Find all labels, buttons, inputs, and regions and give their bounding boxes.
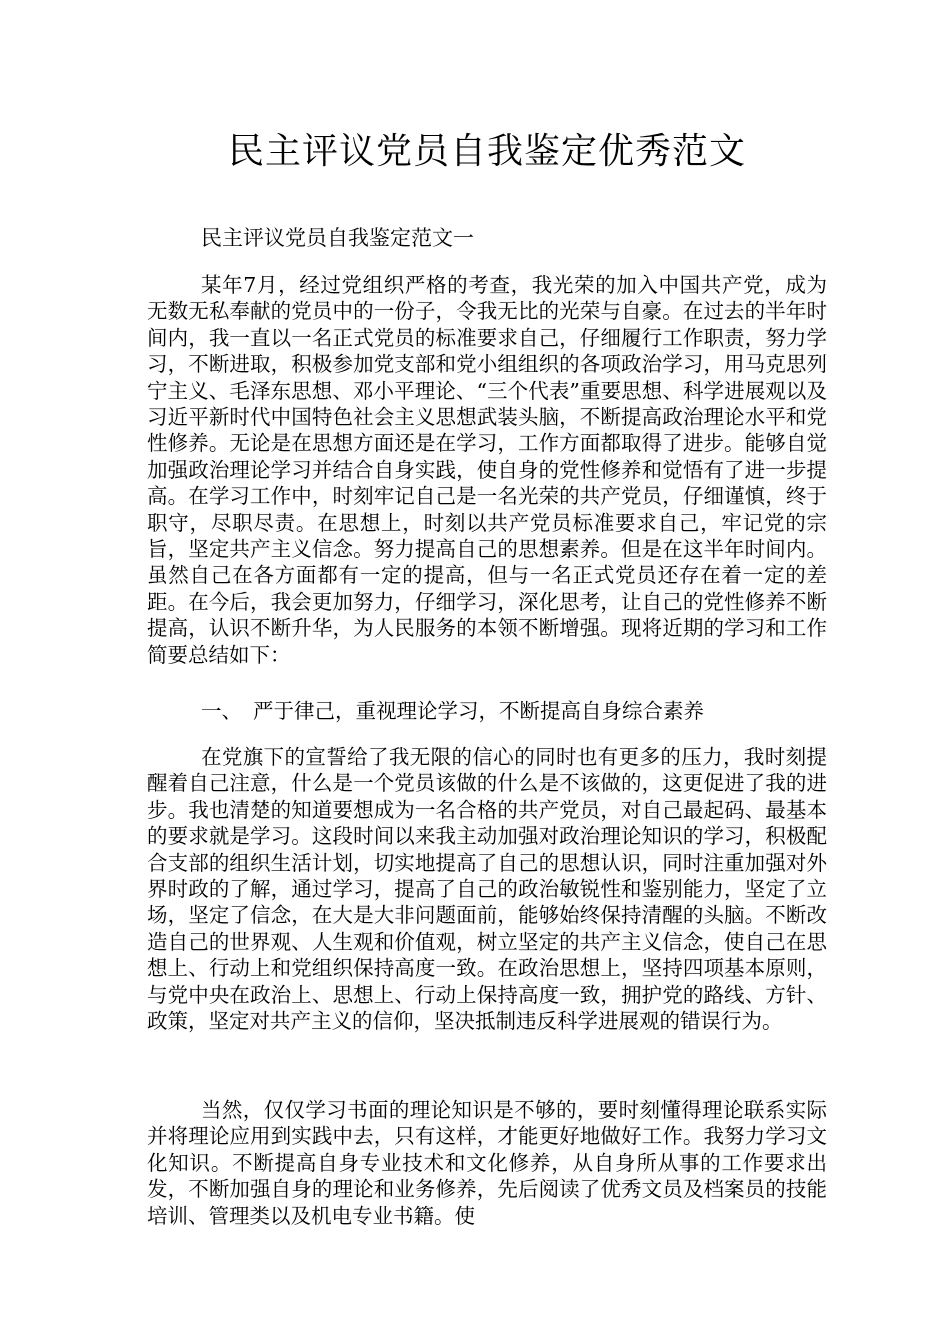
paragraph-2: 在党旗下的宣誓给了我无限的信心的同时也有更多的压力，我时刻提醒着自己注意，什么是一个党员该做的什么是不该做的，这更促进了我的进步。我也清楚的知道要想成为一名合格的共产党员，对自己最起码、最基本的要求就是学习。这段时间以来我主动加强对政治理论知识的学习，积极配合支部的组织生活计划，切实地提高了自己的思想认识，同时注重加强对外界时政的了解，通过学习，提高了自己的政治敏锐性和鉴别能力，坚定了立场，坚定了信念，在大是大非问题面前，能够始终保持清醒的头脑。不断改造自己的世界观、人生观和价值观，树立坚定的共产主义信念，使自己在思想上、行动上和党组织保持高度一致。在政治思想上，坚持四项基本原则，与党中央在政治上、思想上、行动上保持高度一致，拥护党的路线、方针、政策，坚定对共产主义的信仰，坚决抵制违反科学进展观的错误行为。 <box>147 745 827 1034</box>
document-subtitle: 民主评议党员自我鉴定范文一 <box>201 226 474 250</box>
section-title: 严于律己，重视理论学习，不断提高自身综合素养 <box>253 699 704 723</box>
paragraph-3: 当然，仅仅学习书面的理论知识是不够的，要时刻懂得理论联系实际并将理论应用到实践中去，只有这样，才能更好地做好工作。我努力学习文化知识。不断提高自身专业技术和文化修养，从自身所从事的工作要求出发，不断加强自身的理论和业务修养，先后阅读了优秀文员及档案员的技能培训、管理类以及机电专业书籍。使 <box>147 1098 827 1228</box>
paragraph-1: 某年7月，经过党组织严格的考查，我光荣的加入中国共产党，成为无数无私奉献的党员中的一份子，令我无比的光荣与自豪。在过去的半年时间内，我一直以一名正式党员的标准要求自己，仔细履行工作职责，努力学习，不断进取，积极参加党支部和党小组组织的各项政治学习，用马克思列宁主义、毛泽东思想、邓小平理论、“三个代表”重要思想、科学进展观以及习近平新时代中国特色社会主义思想武装头脑，不断提高政治理论水平和党性修养。无论是在思想方面还是在学习，工作方面都取得了进步。能够自觉加强政治理论学习并结合自身实践，使自身的党性修养和觉悟有了进一步提高。在学习工作中，时刻牢记自己是一名光荣的共产党员，仔细谨慎，终于职守，尽职尽责。在思想上，时刻以共产党员标准要求自己，牢记党的宗旨，坚定共产主义信念。努力提高自己的思想素养。但是在这半年时间内。虽然自己在各方面都有一定的提高，但与一名正式党员还存在着一定的差距。在今后，我会更加努力，仔细学习，深化思考，让自己的党性修养不断提高，认识不断升华，为人民服务的本领不断增强。现将近期的学习和工作简要总结如下： <box>147 273 827 667</box>
section-heading-1 <box>147 697 827 725</box>
document-title: 民主评议党员自我鉴定优秀范文 <box>227 131 746 172</box>
section-number: 一、 <box>201 699 242 723</box>
